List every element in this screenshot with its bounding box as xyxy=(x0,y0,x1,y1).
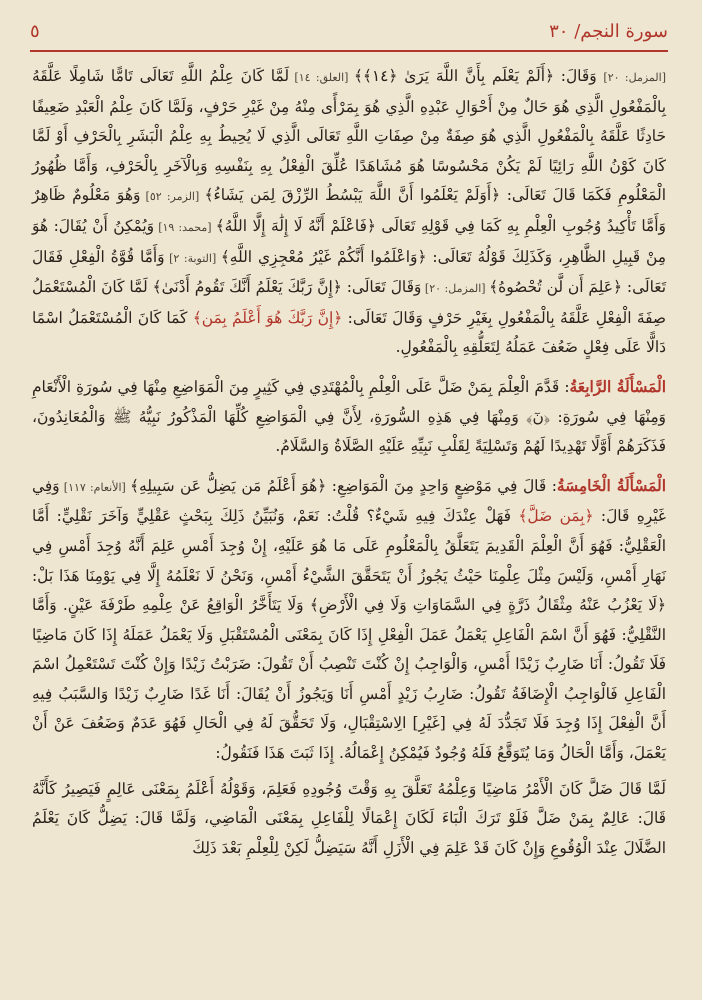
verse-reference: [المزمل: ٢٠] xyxy=(421,282,490,296)
quran-quote: ﴿إِنَّ رَبَّكَ يَعْلَمُ أَنَّكَ تَقُومُ أَدْنَىٰ﴾ xyxy=(152,278,342,297)
body-text: وَهُوَ مَعْلُومٌ ظَاهِرٌ وَأَمَّا تَأْكِيدُ وُجُوبِ الْعِلْمِ بِهِ كَمَا فِي قَوْلِهِ تَعَالَى xyxy=(32,186,666,235)
verse-reference: [التوبة: ٢] xyxy=(164,251,221,265)
verse-reference: [الزمر: ٥٢] xyxy=(140,190,205,204)
body-text: : قَالَ فِي مَوْضِعٍ وَاحِدٍ مِنَ الْمَوَاضِعِ: xyxy=(326,476,557,495)
body-text: وَقَالَ تَعَالَى: xyxy=(341,278,422,297)
page-header xyxy=(30,16,668,46)
quran-quote: ﴿هُوَ أَعْلَمُ مَن يَضِلُّ عَن سَبِيلِهِ﴾ xyxy=(129,476,327,495)
body-text: لَمَّا كَانَ عِلْمُ اللَّهِ تَعَالَى تَامًّا شَامِلًا عَلَّقَهُ بِالْمَفْعُولِ الَّذِي هُوَ حَالٌ مِنْ أَحْوَالِ عَبْدِهِ الَّذِي هُوَ بِمَرْأًى مِنْهُ مِنْ غَيْرِ حَرْفٍ، وَلَمَّا كَانَ عِلْمُ الْعَبْدِ ضَعِيفًا حَادِثًا عَلَّقَهُ بِالْمَفْعُولِ الَّذِي هُوَ صِفَةٌ مِنْ صِفَاتِ اللَّهِ تَعَالَى الَّذِي لَا يُحِيطُ بِهِ عِلْمُ الْبَشَرِ بِالْحَرْفِ أَوْ لَمَّا كَانَ كَوْنُ اللَّهِ رَائِيًا لَمْ يَكُنْ مَحْسُوسًا هُوَ مُشَاهَدًا عُلِّقَ الْفِعْلُ بِهِ بِنَفْسِهِ وَبِالْآخَرِ بِالْحَرْفِ، وَأَمَّا ظُهُورُ الْمَعْلُومِ فَكَمَا قَالَ تَعَالَى: xyxy=(32,67,666,205)
quran-quote-highlight: ﴿بِمَن ضَلَّ﴾ xyxy=(518,507,594,526)
quran-quote: ﴿أَلَمْ يَعْلَم بِأَنَّ اللَّهَ يَرَىٰ ﴿١٤﴾﴾ xyxy=(353,67,555,85)
body-text: كَمَا كَانَ الْمُسْتَعْمَلُ اسْمًا دَالًّا عَلَى فِعْلٍ ضَعُفَ عَمَلُهُ لِتَعَلُّقِهِ بِالْمَفْعُولِ. xyxy=(32,308,666,357)
quran-quote: ﴿نٓ﴾ xyxy=(526,407,551,426)
body-text: وَمِنْهَا فِي هَذِهِ السُّورَةِ، لِأَنَّ فِي الْمَوَاضِعِ كُلِّهَا الْمَذْكُورُ نَبِيُّهُ ﷺ وَالْمُعَانِدُونَ، فَذَكَرَهُمْ أَوَّلًا تَهْدِيدًا لَهُمْ وَتَسْلِيَةً لِقَلْبِ نَبِيِّهِ عَلَيْهِ الصَّلَاةُ وَالسَّلَامُ. xyxy=(32,407,666,456)
quran-quote: ﴿لَا يَعْزُبُ عَنْهُ مِثْقَالُ ذَرَّةٍ فِي السَّمَاوَاتِ وَلَا فِي الْأَرْضِ﴾ xyxy=(309,596,666,615)
surah-title: سورة النجم/ ٣٠ xyxy=(549,20,668,42)
section-heading: الْمَسْأَلَةُ الْخَامِسَةُ xyxy=(556,476,666,495)
verse-reference: [محمد: ١٩] xyxy=(154,220,216,234)
quran-quote: ﴿أَوَلَمْ يَعْلَمُوا أَنَّ اللَّهَ يَبْسُطُ الرِّزْقَ لِمَن يَشَاءُ﴾ xyxy=(204,186,501,205)
paragraph xyxy=(32,472,666,769)
section-heading: الْمَسْأَلَةُ الرَّابِعَةُ xyxy=(569,377,666,396)
quran-quote: ﴿عَلِمَ أَن لَّن تُحْصُوهُ﴾ xyxy=(489,278,622,297)
body-text: لَمَّا قَالَ ضَلَّ كَانَ الْأَمْرُ مَاضِيًا وَعِلْمُهُ تَعَلَّقَ بِهِ وَقْتَ وُجُودِهِ فَعَلِمَ، وَقَوْلُهُ أَعْلَمُ بِمَعْنَى عَالِمٍ فَيَصِيرُ كَأَنَّهُ قَالَ: عَالِمٌ بِمَنْ ضَلَّ فَلَوْ تَرَكَ الْبَاءَ لَكَانَ إِعْمَالًا لِلْفَاعِلِ بِمَعْنَى الْمَاضِي، وَلَمَّا قَالَ: يَضِلُّ كَانَ يَعْلَمُ الضَّلَالَ عِنْدَ الْوُقُوعِ وَإِنْ كَانَ قَدْ عَلِمَ فِي الْأَزَلِ أَنَّهُ سَيَضِلُّ لَكِنْ لِلْعِلْمِ بَعْدَ ذَلِكَ xyxy=(32,779,666,857)
body-text: وَفِي غَيْرِهِ قَالَ: xyxy=(32,476,666,526)
verse-reference: [المزمل: ٢٠] xyxy=(603,71,666,84)
quran-quote-highlight: ﴿إِنَّ رَبَّكَ هُوَ أَعْلَمُ بِمَن﴾ xyxy=(192,308,343,327)
quran-quote: ﴿فَاعْلَمْ أَنَّهُ لَا إِلَٰهَ إِلَّا اللَّهُ﴾ xyxy=(215,216,376,235)
page-body xyxy=(32,62,666,863)
page-number: ٥ xyxy=(30,20,40,42)
verse-reference: [العلق: ١٤] xyxy=(289,71,354,84)
paragraph xyxy=(32,62,666,363)
body-text: لَمَّا كَانَ الْمُسْتَعْمَلُ صِفَةَ الْفِعْلِ عَلَّقَهُ بِالْمَفْعُولِ بِغَيْرِ حَرْفٍ وَقَالَ تَعَالَى: xyxy=(32,278,666,327)
body-text: وَيُمْكِنُ أَنْ يُقَالَ: هُوَ مِنْ قَبِيلِ الظَّاهِرِ، وَكَذَلِكَ قَوْلُهُ تَعَالَى: xyxy=(32,216,666,266)
paragraph xyxy=(32,373,666,462)
body-text: وَقَالَ: xyxy=(554,67,604,85)
quran-quote: ﴿وَاعْلَمُوا أَنَّكُمْ غَيْرُ مُعْجِزِي اللَّهِ﴾ xyxy=(220,247,427,266)
body-text: : قَدَّمَ الْعِلْمَ بِمَنْ ضَلَّ عَلَى الْعِلْمِ بِالْمُهْتَدِي فِي كَثِيرٍ مِنَ الْمَوَاضِعِ مِنْهَا فِي سُورَةِ الْأَنْعَامِ وَمِنْهَا فِي سُورَةِ: xyxy=(32,377,666,426)
body-text: وَأَمَّا قُوَّةُ الْفِعْلِ فَقَالَ تَعَالَى: xyxy=(32,247,666,297)
header-divider xyxy=(30,50,668,52)
body-text: فَهَلْ عِنْدَكَ فِيهِ شَيْءٌ؟ قُلْتُ: نَعَمْ، وَنُبَيِّنُ ذَلِكَ بِبَحْثٍ عَقْلِيٍّ وَآخَرَ نَقْلِيٍّ: أَمَّا الْعَقْلِيُّ: فَهُوَ أَنَّ الْعِلْمَ الْقَدِيمَ يَتَعَلَّقُ بِالْمَعْلُومِ عَلَى مَا هُوَ عَلَيْهِ، إِنْ وُجِدَ أَمْسِ عَلِمَ أَنَّهُ وُجِدَ أَمْسِ فِي نَهَارِ أَمْسِ، وَلَيْسَ مِثْلَ عِلْمِنَا حَيْثُ يَجُوزُ أَنْ يَتَحَقَّقَ الشَّيْءُ أَمْسِ، وَنَحْنُ لَا نَعْلَمُهُ إِلَّا فِي يَوْمِنَا هَذَا بَلْ: xyxy=(32,507,666,585)
body-text: وَلَا يَتَأَخَّرُ الْوَاقِعُ عَنْ عِلْمِهِ طَرْفَةَ عَيْنٍ. وَأَمَّا النَّقْلِيُّ: فَهُوَ أَنَّ اسْمَ الْفَاعِلِ يَعْمَلُ عَمَلَ الْفِعْلِ إِذَا كَانَ بِمَعْنَى الْمُسْتَقْبَلِ وَلَا يَعْمَلُ عَمَلَهُ إِذَا كَانَ مَاضِيًا فَلَا تَقُولُ: أَنَا ضَارِبٌ زَيْدًا أَمْسِ، وَالْوَاجِبُ إِنْ كُنْتَ تَنْصِبُ أَنْ تَقُولَ: ضَرَبْتُ زَيْدًا وَإِنْ كُنْتَ تَسْتَعْمِلُ اسْمَ الْفَاعِلِ فَالْوَاجِبُ الْإِضَافَةُ تَقُولُ: ضَارِبُ زَيْدٍ أَمْسِ أَنَا وَيَجُوزُ أَنْ يُقَالَ: أَنَا غَدًا ضَارِبٌ زَيْدًا وَالسَّبَبُ فِيهِ أَنَّ الْفِعْلَ إِذَا وُجِدَ فَلَا تَجَدُّدَ لَهُ فِي [غَيْرِ] الِاسْتِقْبَالِ، وَلَا تَحَقُّقَ لَهُ فِي الْحَالِ فَهُوَ عَدَمٌ وَضَعُفَ عَنْ أَنْ يَعْمَلَ، وَأَمَّا الْحَالُ وَمَا يُتَوَقَّعُ فَلَهُ وُجُودٌ فَيُمْكِنُ إِعْمَالُهُ. إِذَا ثَبَتَ هَذَا فَنَقُولُ: xyxy=(32,596,666,763)
verse-reference: [الأنعام: ١١٧] xyxy=(59,480,130,494)
paragraph xyxy=(32,775,666,864)
